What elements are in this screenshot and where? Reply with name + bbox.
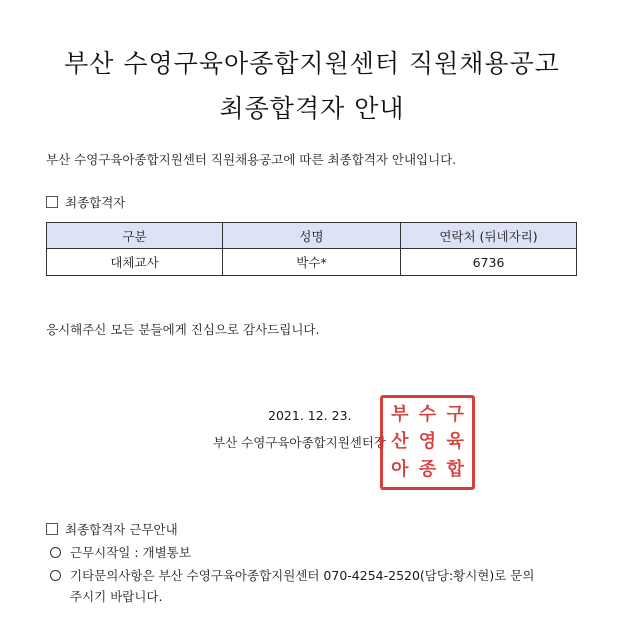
list-item-text: 기타문의사항은 부산 수영구육아종합지원센터 070-4254-2520(담당:황시현)로 문의 (70, 568, 535, 583)
document-title-line2: 최종합격자 안내 (219, 94, 405, 123)
column-header-category: 구분 (47, 223, 223, 249)
cell-contact: 6736 (401, 249, 577, 276)
seal-char: 영 (418, 431, 437, 453)
finalists-table (46, 222, 577, 276)
square-bullet-icon (46, 523, 58, 535)
section-heading-finalists (46, 193, 125, 211)
seal-char: 수 (418, 403, 437, 425)
date-text: 2021. 12. 23. (268, 408, 352, 423)
column-header-contact: 연락처 (뒤네자리) (401, 223, 577, 249)
document-title-line1: 부산 수영구육아종합지원센터 직원채용공고 (64, 49, 560, 78)
table-row (47, 249, 577, 276)
seal-char: 부 (391, 403, 409, 425)
seal-char: 육 (446, 431, 464, 453)
list-item-text: 근무시작일 : 개별통보 (70, 545, 191, 560)
seal-char: 구 (446, 403, 464, 425)
section-heading-label: 최종합격자 근무안내 (65, 522, 178, 537)
section-heading-work-info (46, 520, 178, 538)
list-item (50, 566, 534, 584)
seal-char: 산 (391, 431, 409, 453)
seal-char: 합 (446, 459, 464, 481)
circle-bullet-icon (50, 570, 61, 581)
list-item-continuation: 주시기 바랍니다. (70, 589, 163, 604)
column-header-name: 성명 (223, 223, 401, 249)
intro-text: 부산 수영구육아종합지원센터 직원채용공고에 따른 최종합격자 안내입니다. (46, 152, 457, 167)
thanks-text: 응시해주신 모든 분들에게 진심으로 감사드립니다. (46, 322, 320, 337)
section-heading-label: 최종합격자 (65, 195, 126, 210)
official-seal (380, 395, 475, 490)
table-header-row (47, 223, 577, 249)
signature-text: 부산 수영구육아종합지원센터장 (213, 435, 387, 450)
cell-category: 대체교사 (47, 249, 223, 276)
circle-bullet-icon (50, 547, 61, 558)
seal-char: 종 (418, 459, 437, 481)
square-bullet-icon (46, 196, 58, 208)
seal-char: 아 (391, 459, 409, 481)
cell-name: 박수* (223, 249, 401, 276)
list-item (50, 543, 191, 561)
